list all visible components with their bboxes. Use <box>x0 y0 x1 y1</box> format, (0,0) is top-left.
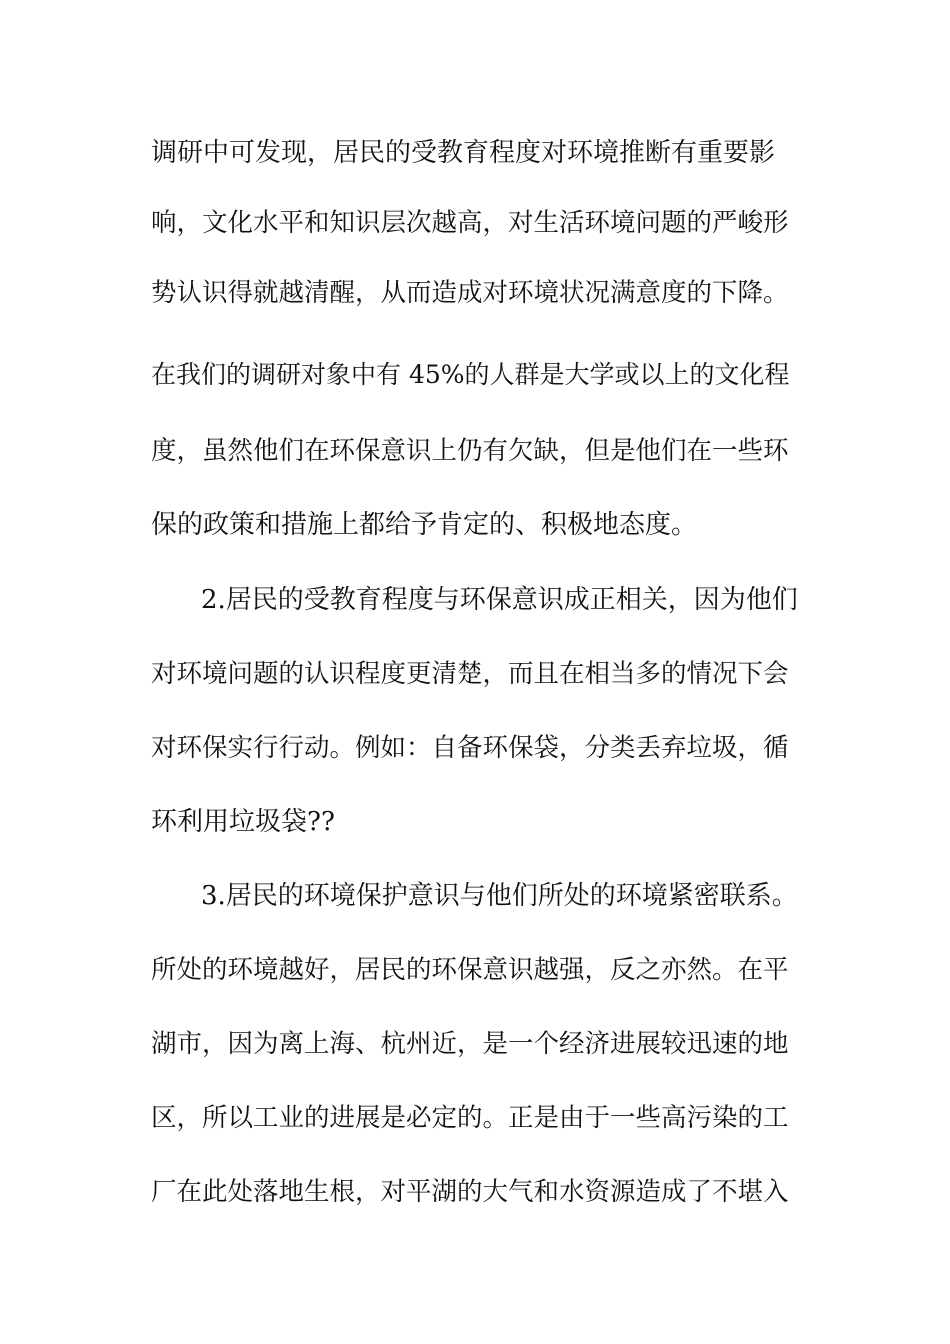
text-line: 在我们的调研对象中有 45%的人群是大学或以上的文化程 <box>151 360 790 389</box>
text-line: 对环境问题的认识程度更清楚，而且在相当多的情况下会 <box>151 659 789 689</box>
text-line: 保的政策和措施上都给予肯定的、积极地态度。 <box>151 510 698 540</box>
text-line: 度，虽然他们在环保意识上仍有欠缺，但是他们在一些环 <box>151 436 789 466</box>
text-line: 调研中可发现，居民的受教育程度对环境推断有重要影 <box>151 138 776 168</box>
paragraph-first-line: 2.居民的受教育程度与环保意识成正相关，因为他们 <box>201 585 798 615</box>
text-line: 环利用垃圾袋?? <box>151 807 335 837</box>
text-line: 所处的环境越好，居民的环保意识越强，反之亦然。在平 <box>151 955 789 985</box>
text-line: 对环保实行行动。例如：自备环保袋，分类丢弃垃圾，循 <box>151 733 789 763</box>
text-line: 湖市，因为离上海、杭州近，是一个经济进展较迅速的地 <box>151 1029 789 1059</box>
text-line: 响，文化水平和知识层次越高，对生活环境问题的严峻形 <box>151 208 789 238</box>
text-line: 势认识得就越清醒，从而造成对环境状况满意度的下降。 <box>151 278 789 308</box>
text-line: 区，所以工业的进展是必定的。正是由于一些高污染的工 <box>151 1103 789 1133</box>
paragraph-first-line: 3.居民的环境保护意识与他们所处的环境紧密联系。 <box>201 881 798 911</box>
text-line: 厂在此处落地生根，对平湖的大气和水资源造成了不堪入 <box>151 1177 789 1207</box>
